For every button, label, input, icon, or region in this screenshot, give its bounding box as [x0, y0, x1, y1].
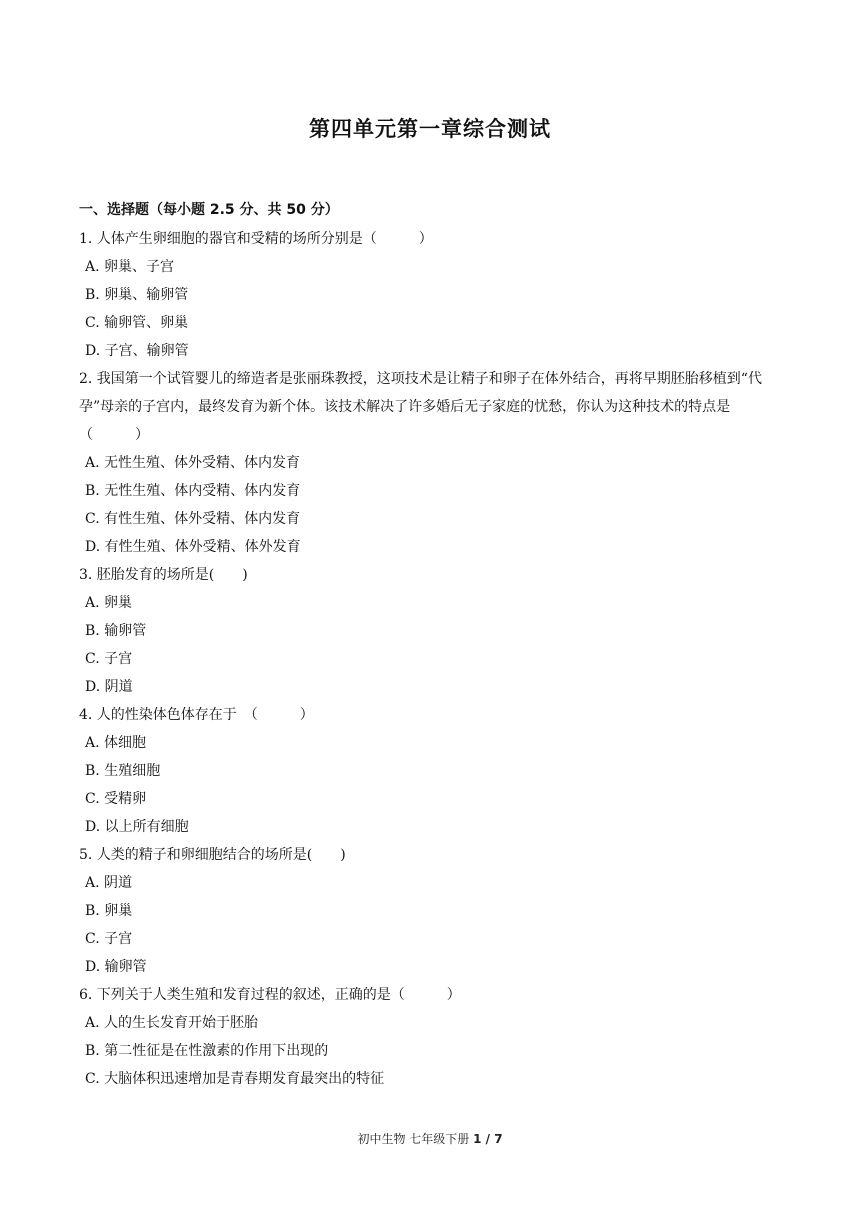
- question-stem: 6. 下列关于人类生殖和发育过程的叙述，正确的是（ ）: [79, 987, 461, 1003]
- option-a: A. 无性生殖、体外受精、体内发育: [85, 455, 301, 471]
- question-1: [79, 225, 785, 365]
- page-title: 第四单元第一章综合测试: [309, 117, 551, 141]
- option-b: B. 输卵管: [85, 623, 147, 639]
- option-b: B. 卵巢、输卵管: [85, 287, 189, 303]
- option-c: C. 受精卵: [85, 791, 147, 807]
- option-b: B. 卵巢: [85, 903, 133, 919]
- option-d: D. 阴道: [85, 679, 133, 695]
- footer-text: 初中生物 七年级下册: [357, 1132, 470, 1146]
- option-b: B. 第二性征是在性激素的作用下出现的: [85, 1043, 329, 1059]
- question-6: [79, 981, 785, 1093]
- option-a: A. 人的生长发育开始于胚胎: [85, 1015, 259, 1031]
- question-stem: 2. 我国第一个试管婴儿的缔造者是张丽珠教授，这项技术是让精子和卵子在体外结合，再将早期胚胎移植到“代孕”母亲的子宫内，最终发育为新个体。该技术解决了许多婚后无子家庭的忧愁，你认为这种技术的特点是（ ）: [79, 371, 762, 443]
- option-c: C. 输卵管、卵巢: [85, 315, 189, 331]
- question-stem: 5. 人类的精子和卵细胞结合的场所是( ): [79, 847, 346, 863]
- question-list: [79, 225, 785, 1093]
- option-d: D. 以上所有细胞: [85, 819, 189, 835]
- question-4: [79, 701, 785, 841]
- question-stem: 4. 人的性染体色体存在于 （ ）: [79, 707, 314, 723]
- option-c: C. 子宫: [85, 651, 133, 667]
- question-stem: 3. 胚胎发育的场所是( ): [79, 567, 248, 583]
- option-a: A. 卵巢、子宫: [85, 259, 175, 275]
- option-c: C. 有性生殖、体外受精、体内发育: [85, 511, 301, 527]
- option-d: D. 子宫、输卵管: [85, 343, 189, 359]
- option-b: B. 生殖细胞: [85, 763, 161, 779]
- option-d: D. 有性生殖、体外受精、体外发育: [85, 539, 301, 555]
- option-c: C. 子宫: [85, 931, 133, 947]
- option-b: B. 无性生殖、体内受精、体内发育: [85, 483, 301, 499]
- page-footer: [0, 1130, 860, 1147]
- option-c: C. 大脑体积迅速增加是青春期发育最突出的特征: [85, 1071, 385, 1087]
- question-2: [79, 365, 785, 561]
- option-a: A. 阴道: [85, 875, 133, 891]
- question-3: [79, 561, 785, 701]
- page-number: 1 / 7: [473, 1132, 503, 1146]
- option-a: A. 卵巢: [85, 595, 133, 611]
- option-d: D. 输卵管: [85, 959, 147, 975]
- section-heading: 一、选择题（每小题 2.5 分、共 50 分）: [79, 202, 339, 218]
- question-5: [79, 841, 785, 981]
- option-a: A. 体细胞: [85, 735, 147, 751]
- question-stem: 1. 人体产生卵细胞的器官和受精的场所分别是（ ）: [79, 231, 433, 247]
